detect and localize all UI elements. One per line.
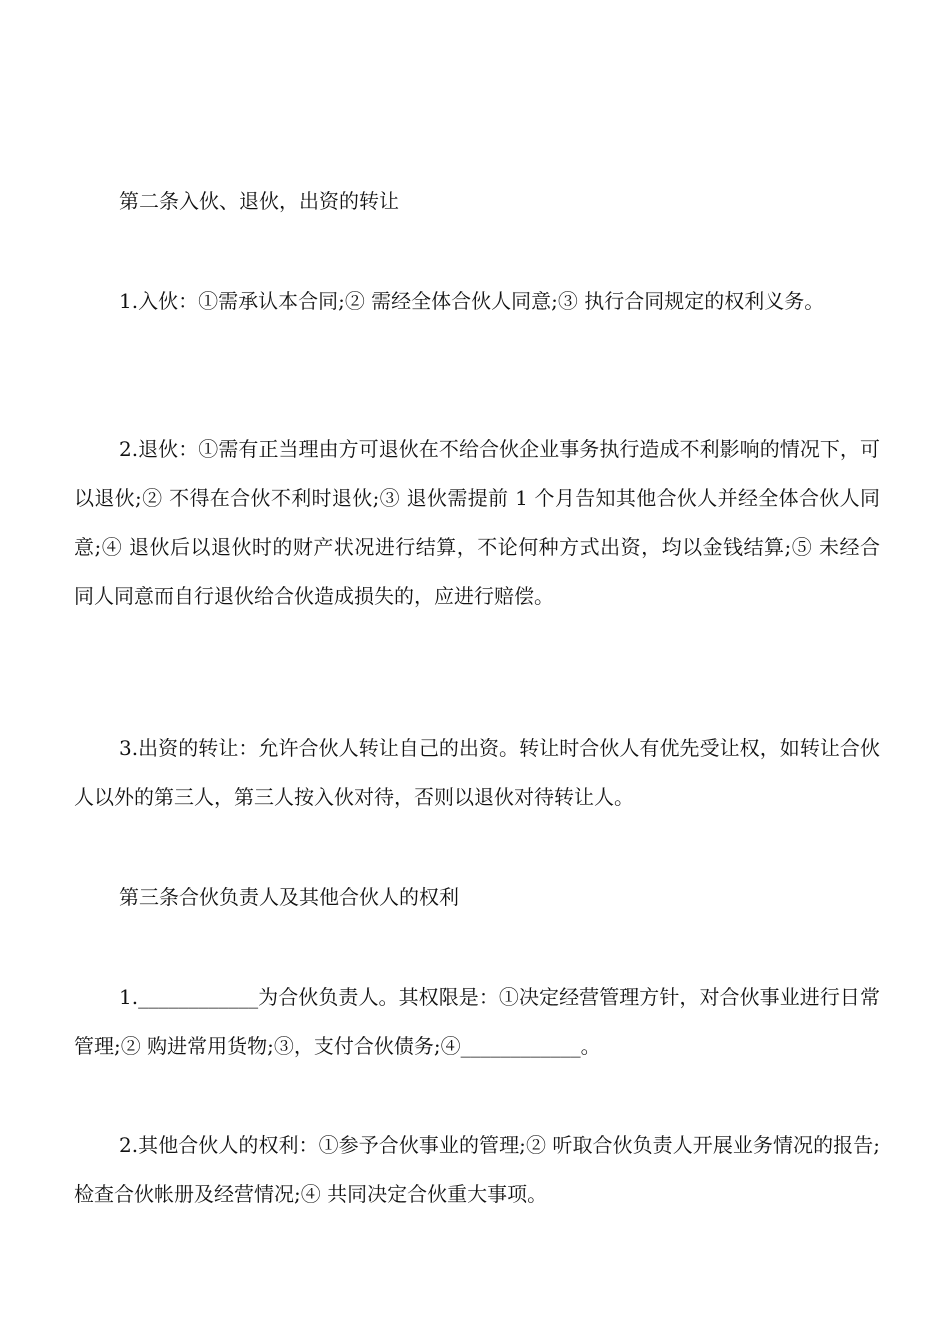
paragraph-partnership-leader: 1.____________为合伙负责人。其权限是：①决定经营管理方针，对合伙事业进行日常管理;② 购进常用货物;③，支付合伙债务;④____________。 [74,985,880,1058]
paragraph-joining-partnership: 1.入伙：①需承认本合同;② 需经全体合伙人同意;③ 执行合同规定的权利义务。 [119,289,825,313]
paragraph-withdrawal: 2.退伙：①需有正当理由方可退伙在不给合伙企业事务执行造成不利影响的情况下，可以退伙;② 不得在合伙不利时退伙;③ 退伙需提前 1 个月告知其他合伙人并经全体合伙人同意;④ 退伙后以退伙时的财产状况进行结算，不论何种方式出资，均以金钱结算;⑤ 未经合同人同意而自行退伙给合伙造成损失的，应进行赔偿。 [74,437,880,608]
section-heading-article-2: 第二条入伙、退伙，出资的转让 [119,189,399,213]
paragraph-capital-transfer: 3.出资的转让：允许合伙人转让自己的出资。转让时合伙人有优先受让权，如转让合伙人以外的第三人，第三人按入伙对待，否则以退伙对待转让人。 [74,736,880,809]
paragraph-other-partners-rights: 2.其他合伙人的权利：①参予合伙事业的管理;② 听取合伙负责人开展业务情况的报告;检查合伙帐册及经营情况;④ 共同决定合伙重大事项。 [74,1133,880,1206]
section-heading-article-3: 第三条合伙负责人及其他合伙人的权利 [119,885,459,909]
